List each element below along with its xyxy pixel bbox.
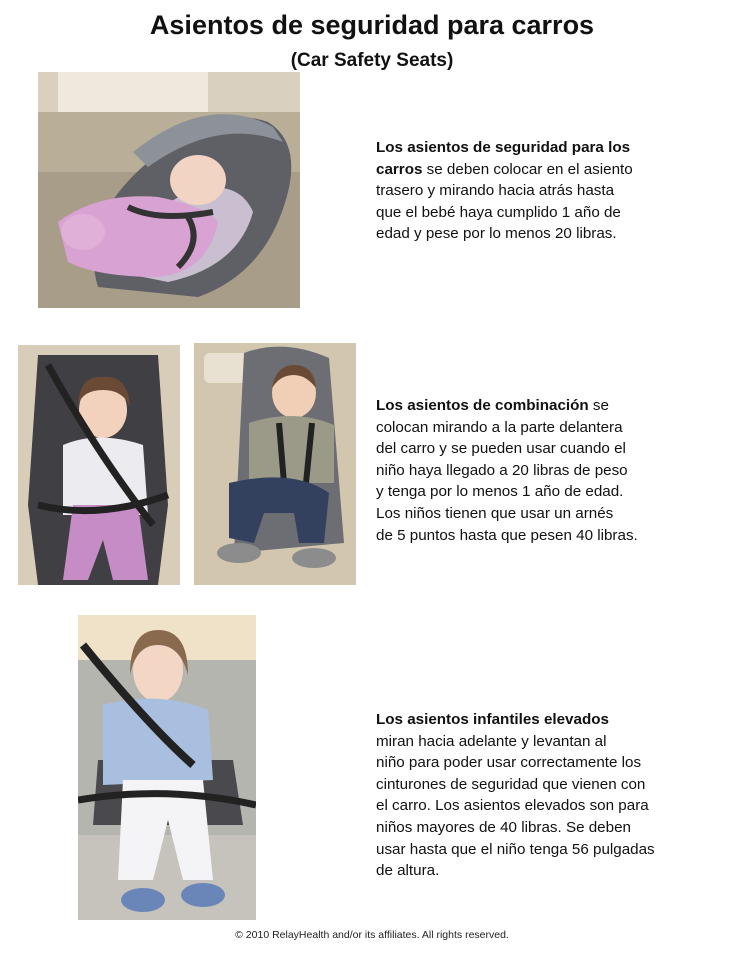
text-line: Los asientos de seguridad para los xyxy=(376,139,631,156)
text-line: usar hasta que el niño tenga 56 pulgadas xyxy=(376,840,655,858)
combination-seat-girl-illustration xyxy=(18,345,180,585)
text-line: del carro y se pueden usar cuando el xyxy=(376,440,626,458)
text-line: y tenga por lo menos 1 año de edad. xyxy=(376,483,624,501)
page-title: Asientos de seguridad para carros xyxy=(149,10,595,40)
text-line: que el bebé haya cumplido 1 año de xyxy=(376,203,621,221)
text-line: edad y pese por lo menos 20 libras. xyxy=(376,225,617,243)
text-line: carros se deben colocar en el asiento xyxy=(376,160,633,178)
text-line: Los niños tienen que usar un arnés xyxy=(376,504,614,522)
copyright-footer: © 2010 RelayHealth and/or its affiliates. All rights reserved. xyxy=(235,929,509,941)
text-line: de 5 puntos hasta que pesen 40 libras. xyxy=(376,526,638,544)
text-line: niño para poder usar correctamente los xyxy=(376,754,642,772)
text-line: colocan mirando a la parte delantera xyxy=(376,418,623,436)
combination-seat-boy-illustration xyxy=(194,343,356,585)
text-line: niño haya llegado a 20 libras de peso xyxy=(376,461,628,479)
page-subtitle: (Car Safety Seats) xyxy=(290,50,454,71)
text-line: el carro. Los asientos elevados son para xyxy=(376,797,649,815)
text-line: niños mayores de 40 libras. Se deben xyxy=(376,818,631,836)
booster-seat-description xyxy=(376,709,655,882)
text-line: Los asientos de combinación se xyxy=(376,397,609,414)
text-line: trasero y mirando hacia atrás hasta xyxy=(376,182,615,200)
infant-seat-illustration xyxy=(38,72,300,308)
text-line: Los asientos infantiles elevados xyxy=(376,711,609,728)
infant-seat-description xyxy=(376,137,633,245)
booster-seat-illustration xyxy=(78,615,256,920)
text-line: de altura. xyxy=(376,862,440,880)
combination-seat-description xyxy=(376,395,638,546)
text-line: miran hacia adelante y levantan al xyxy=(376,732,607,750)
text-line: cinturones de seguridad que vienen con xyxy=(376,775,646,793)
